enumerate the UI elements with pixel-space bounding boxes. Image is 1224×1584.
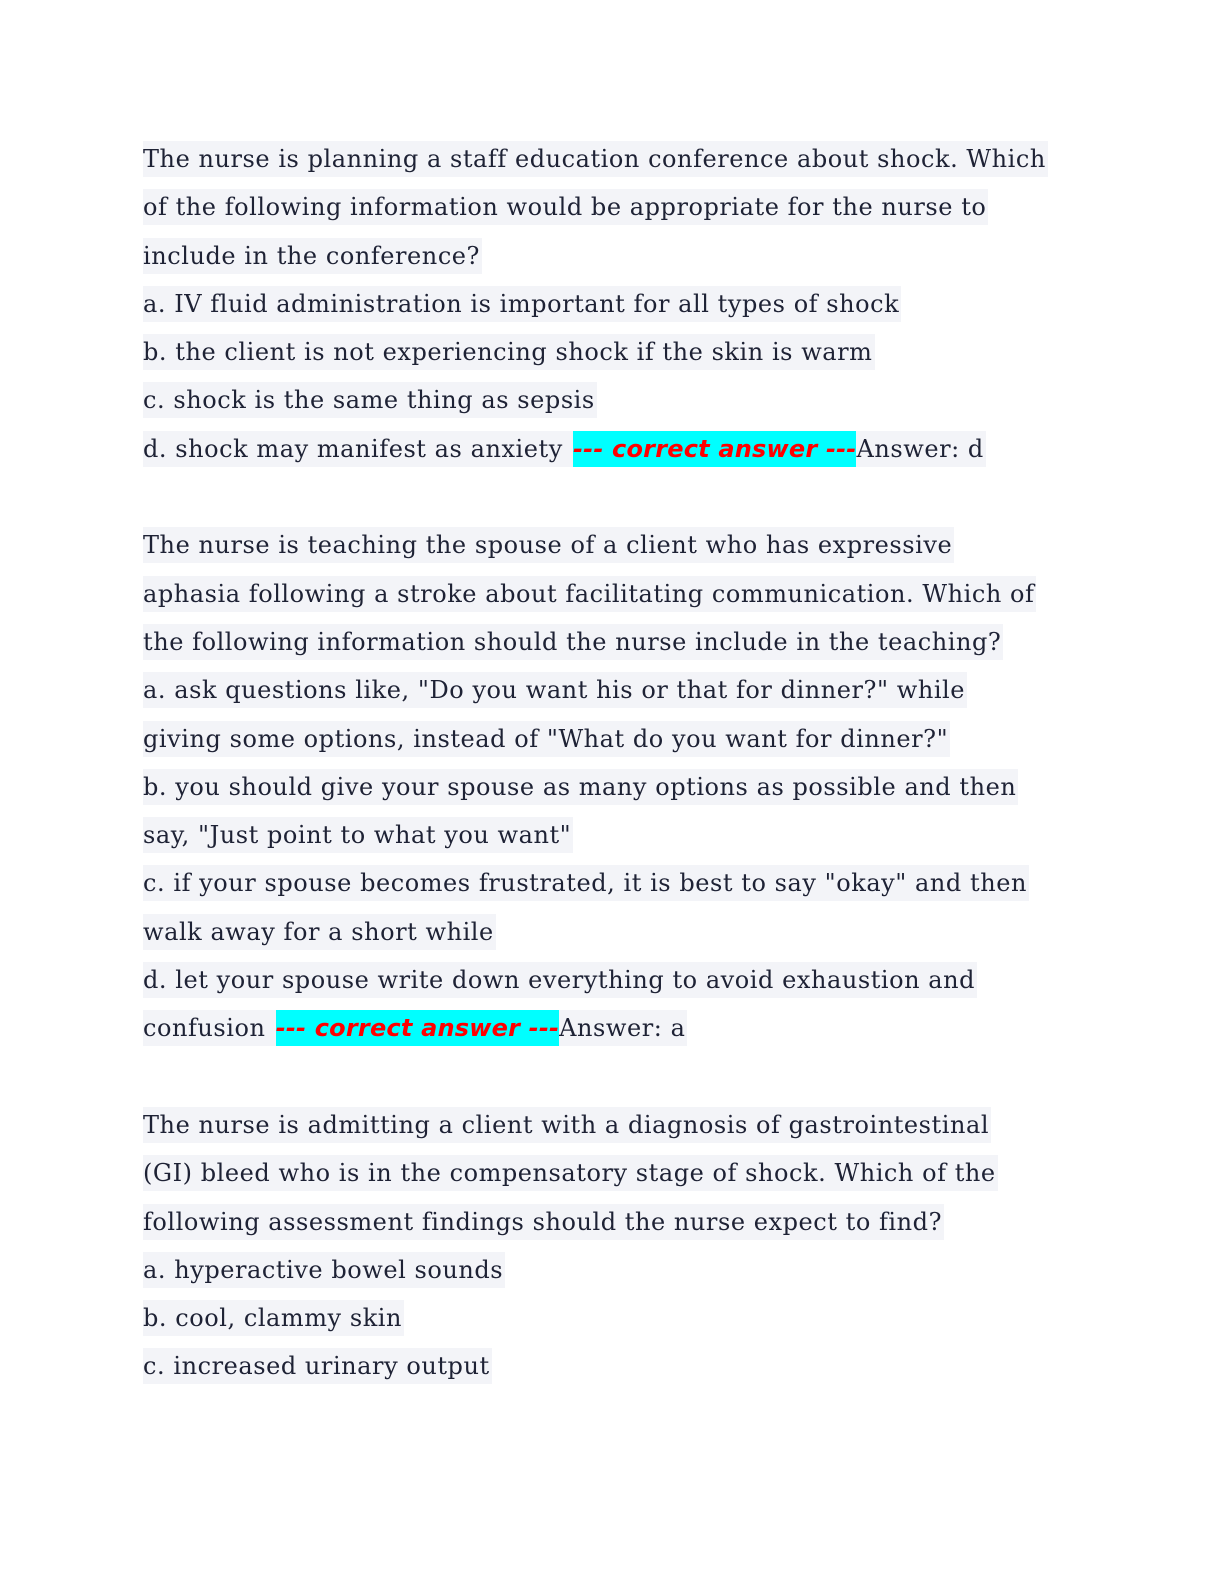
correct-answer-marker: --- correct answer --- xyxy=(276,1010,559,1046)
question-stem-line: include in the conference? xyxy=(143,232,1083,280)
option-line: walk away for a short while xyxy=(143,908,1083,956)
option-line: giving some options, instead of "What do you want for dinner?" xyxy=(143,715,1083,763)
option-line: c. increased urinary output xyxy=(143,1342,1083,1390)
option-line: a. ask questions like, "Do you want his or that for dinner?" while xyxy=(143,666,1083,714)
option-line: a. hyperactive bowel sounds xyxy=(143,1246,1083,1294)
question-stem-line: the following information should the nurse include in the teaching? xyxy=(143,618,1083,666)
correct-answer-marker: --- correct answer --- xyxy=(573,431,856,467)
option-line: a. IV fluid administration is important for all types of shock xyxy=(143,280,1083,328)
spacer xyxy=(143,1053,1083,1101)
question-2 xyxy=(143,521,1083,1052)
answer-text: Answer: d xyxy=(856,431,985,467)
question-1 xyxy=(143,135,1083,473)
option-line: b. the client is not experiencing shock if the skin is warm xyxy=(143,328,1083,376)
option-line: c. shock is the same thing as sepsis xyxy=(143,376,1083,424)
option-line: d. let your spouse write down everything to avoid exhaustion and xyxy=(143,956,1083,1004)
option-line: b. cool, clammy skin xyxy=(143,1294,1083,1342)
question-stem-line: (GI) bleed who is in the compensatory stage of shock. Which of the xyxy=(143,1149,1083,1197)
question-stem-line: The nurse is admitting a client with a diagnosis of gastrointestinal xyxy=(143,1101,1083,1149)
question-stem-line: The nurse is teaching the spouse of a client who has expressive xyxy=(143,521,1083,569)
option-line-with-answer xyxy=(143,425,1083,473)
option-text: confusion xyxy=(143,1010,276,1046)
question-3 xyxy=(143,1101,1083,1391)
spacer xyxy=(143,473,1083,521)
question-stem-line: following assessment findings should the nurse expect to find? xyxy=(143,1198,1083,1246)
option-line: b. you should give your spouse as many options as possible and then xyxy=(143,763,1083,811)
question-stem-line: of the following information would be appropriate for the nurse to xyxy=(143,183,1083,231)
answer-text: Answer: a xyxy=(559,1010,687,1046)
document-page xyxy=(143,135,1083,1391)
option-line-with-answer xyxy=(143,1004,1083,1052)
option-text: d. shock may manifest as anxiety xyxy=(143,431,573,467)
question-stem-line: The nurse is planning a staff education conference about shock. Which xyxy=(143,135,1083,183)
option-line: say, "Just point to what you want" xyxy=(143,811,1083,859)
option-line: c. if your spouse becomes frustrated, it is best to say "okay" and then xyxy=(143,859,1083,907)
question-stem-line: aphasia following a stroke about facilitating communication. Which of xyxy=(143,570,1083,618)
